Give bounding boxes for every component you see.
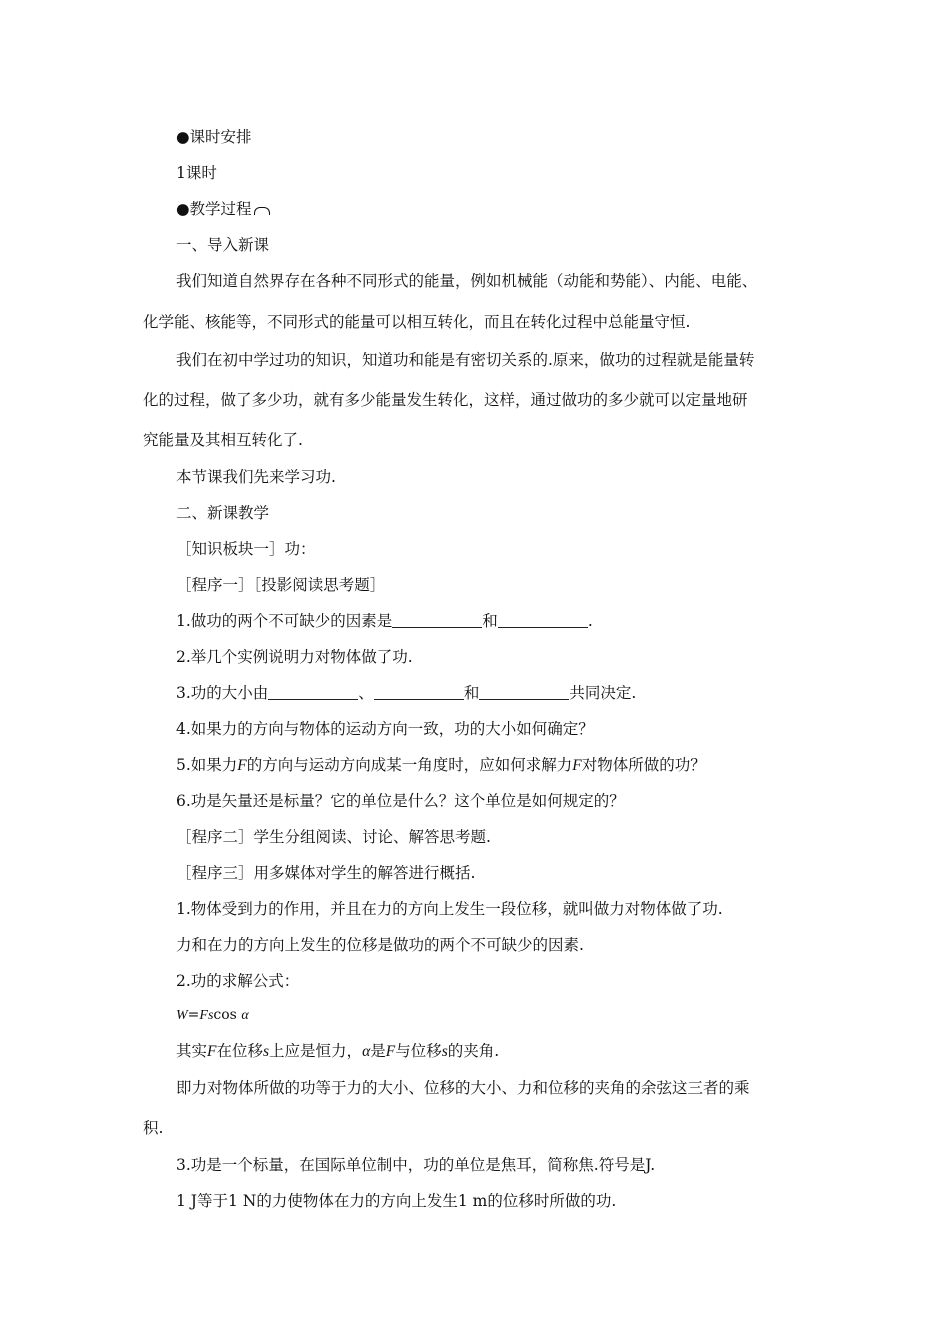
note-text: 其实 — [176, 1042, 208, 1060]
section-new-title: 二、新课教学 — [176, 504, 270, 522]
answer-blank — [374, 685, 464, 700]
text-cursor-icon — [254, 207, 270, 215]
answer-1-line-1: 1.物体受到力的作用，并且在力的方向上发生一段位移，就叫做力对物体做了功. — [176, 900, 723, 918]
symbol-f: F — [207, 1043, 217, 1060]
answer-blank — [479, 685, 569, 700]
question-5-c: 对物体所做的功？ — [581, 756, 706, 774]
paragraph-2-line-3: 究能量及其相互转化了. — [143, 431, 303, 449]
formula-w: W — [176, 1008, 188, 1023]
question-3-text: 3.功的大小由 — [176, 684, 269, 702]
formula-fs: Fs — [199, 1008, 214, 1023]
answer-1-line-2: 力和在力的方向上发生的位移是做功的两个不可缺少的因素. — [176, 936, 584, 954]
formula-cos: cos — [213, 1007, 242, 1023]
note-text: 上应是恒力， — [269, 1042, 363, 1060]
note-2-line-2: 积. — [143, 1119, 164, 1137]
answer-blank — [392, 613, 482, 628]
note-text: 的夹角. — [447, 1042, 500, 1060]
question-1-end: . — [587, 612, 593, 630]
answer-3: 3.功是一个标量，在国际单位制中，功的单位是焦耳，简称焦.符号是J. — [176, 1156, 656, 1174]
question-5-a: 5.如果力 — [176, 756, 238, 774]
heading-process — [176, 199, 270, 219]
note-text: 在位移 — [216, 1042, 263, 1060]
note-text: 是 — [370, 1042, 386, 1060]
symbol-f: F — [385, 1043, 396, 1060]
symbol-f: F — [237, 757, 247, 774]
answer-blank — [268, 685, 358, 700]
paragraph-1-line-1: 我们知道自然界存在各种不同形式的能量，例如机械能（动能和势能）、内能、电能、 — [176, 272, 758, 290]
note-2-line-1: 即力对物体所做的功等于力的大小、位移的大小、力和位移的夹角的余弦这三者的乘 — [176, 1079, 750, 1097]
answer-2-title: 2.功的求解公式： — [176, 972, 300, 990]
question-3 — [176, 683, 636, 703]
knowledge-block-1: ［知识板块一］功： — [176, 540, 316, 558]
work-formula — [176, 1005, 249, 1026]
symbol-s: s — [263, 1043, 270, 1060]
question-5 — [176, 755, 706, 776]
paragraph-1-line-2: 化学能、核能等，不同形式的能量可以相互转化，而且在转化过程中总能量守恒. — [143, 313, 691, 331]
answer-3-definition: 1 J等于1 N的力使物体在力的方向上发生1 m的位移时所做的功. — [176, 1192, 617, 1210]
symbol-f: F — [572, 757, 582, 774]
procedure-1: ［程序一］［投影阅读思考题］ — [176, 576, 386, 594]
question-4: 4.如果力的方向与物体的运动方向一致，功的大小如何确定？ — [176, 720, 594, 738]
question-3-and: 和 — [463, 684, 480, 702]
question-1-text: 1.做功的两个不可缺少的因素是 — [176, 612, 393, 630]
question-5-b: 的方向与运动方向成某一角度时，应如何求解力 — [246, 756, 573, 774]
question-3-sep: 、 — [358, 684, 374, 702]
question-6: 6.功是矢量还是标量？它的单位是什么？这个单位是如何规定的？ — [176, 792, 625, 810]
procedure-2: ［程序二］学生分组阅读、讨论、解答思考题. — [176, 828, 491, 846]
formula-alpha: α — [241, 1008, 249, 1023]
note-text: 与位移 — [395, 1042, 442, 1060]
heading-process-label: ●教学过程 — [176, 200, 252, 218]
question-1-and: 和 — [482, 612, 498, 630]
symbol-alpha: α — [362, 1043, 371, 1060]
paragraph-2-line-2: 化的过程，做了多少功，就有多少能量发生转化，这样，通过做功的多少就可以定量地研 — [143, 391, 748, 409]
paragraph-2-line-1: 我们在初中学过功的知识，知道功和能是有密切关系的.原来，做功的过程就是能量转 — [176, 351, 755, 369]
question-2: 2.举几个实例说明力对物体做了功. — [176, 648, 413, 666]
paragraph-3: 本节课我们先来学习功. — [176, 468, 336, 486]
symbol-s: s — [441, 1043, 448, 1060]
formula-note — [176, 1041, 499, 1062]
answer-blank — [498, 613, 588, 628]
question-3-end: 共同决定. — [569, 684, 637, 702]
question-1 — [176, 611, 593, 631]
heading-schedule: ●课时安排 — [176, 128, 252, 146]
section-intro-title: 一、导入新课 — [176, 236, 270, 254]
formula-equals: = — [187, 1007, 200, 1023]
duration-text: 1课时 — [176, 164, 217, 182]
procedure-3: ［程序三］用多媒体对学生的解答进行概括. — [176, 864, 476, 882]
